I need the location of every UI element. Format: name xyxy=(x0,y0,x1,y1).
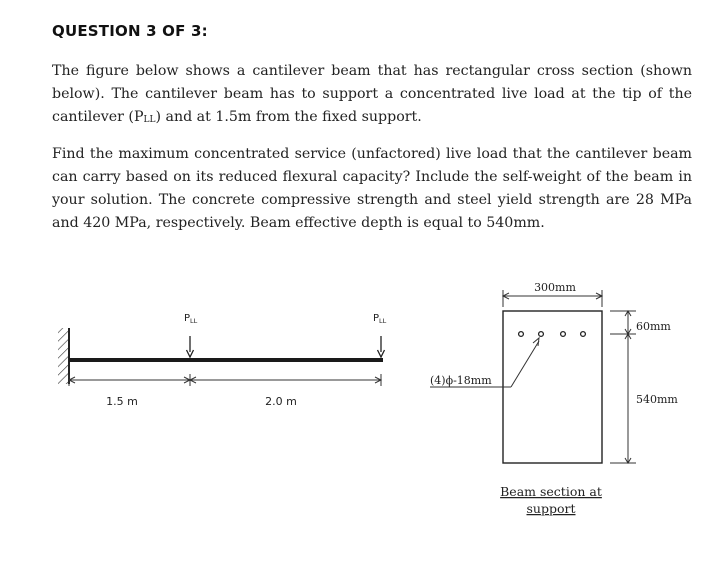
cover-label: 60mm xyxy=(636,320,671,333)
question-title: QUESTION 3 OF 3: xyxy=(52,22,208,40)
section-outline xyxy=(503,311,602,463)
section-caption-line-2: support xyxy=(526,501,576,516)
depth-label: 540mm xyxy=(636,393,678,406)
paragraph-1-text-a: The figure below shows a cantilever beam that has rectangular cross section (shown below). The cantilever beam has to support a concentrated live load at the tip of the cantilever (P xyxy=(52,63,692,125)
span-1-label: 1.5 m xyxy=(106,395,138,408)
section-caption-line-1: Beam section at xyxy=(500,484,602,499)
rebar-label: (4)ϕ-18mm xyxy=(430,374,492,387)
span-2-label: 2.0 m xyxy=(265,395,297,408)
rebar-3 xyxy=(561,332,566,337)
paragraph-1-text-b: ) and at 1.5m from the fixed support. xyxy=(155,109,422,125)
load-2-label: $P_{LL}$ xyxy=(373,313,387,325)
rebar-4 xyxy=(581,332,586,337)
fixed-support-hatch xyxy=(58,328,69,384)
rebar-2 xyxy=(539,332,544,337)
rebar-1 xyxy=(519,332,524,337)
point-load-2 xyxy=(373,313,387,357)
cantilever-beam-diagram xyxy=(58,313,387,408)
beam-member xyxy=(69,358,383,362)
rebar-group xyxy=(519,332,586,337)
load-1-label: $P_{LL}$ xyxy=(184,313,198,325)
paragraph-1-subscript: LL xyxy=(143,115,156,125)
span-dimension-line xyxy=(69,374,381,386)
problem-paragraph-2: Find the maximum concentrated service (unfactored) live load that the cantilever beam can carry based on its reduced flexural capacity? Include the self-weight of the beam in your solution. The concrete compressive strength and steel yield strength are 28 MPa and 420 MPa, respectively. Beam effective depth is equal to 540mm. xyxy=(52,146,692,231)
beam-cross-section xyxy=(430,281,678,516)
section-width-label: 300mm xyxy=(534,281,576,294)
point-load-1 xyxy=(184,313,198,357)
section-depth-dimension xyxy=(610,311,636,463)
